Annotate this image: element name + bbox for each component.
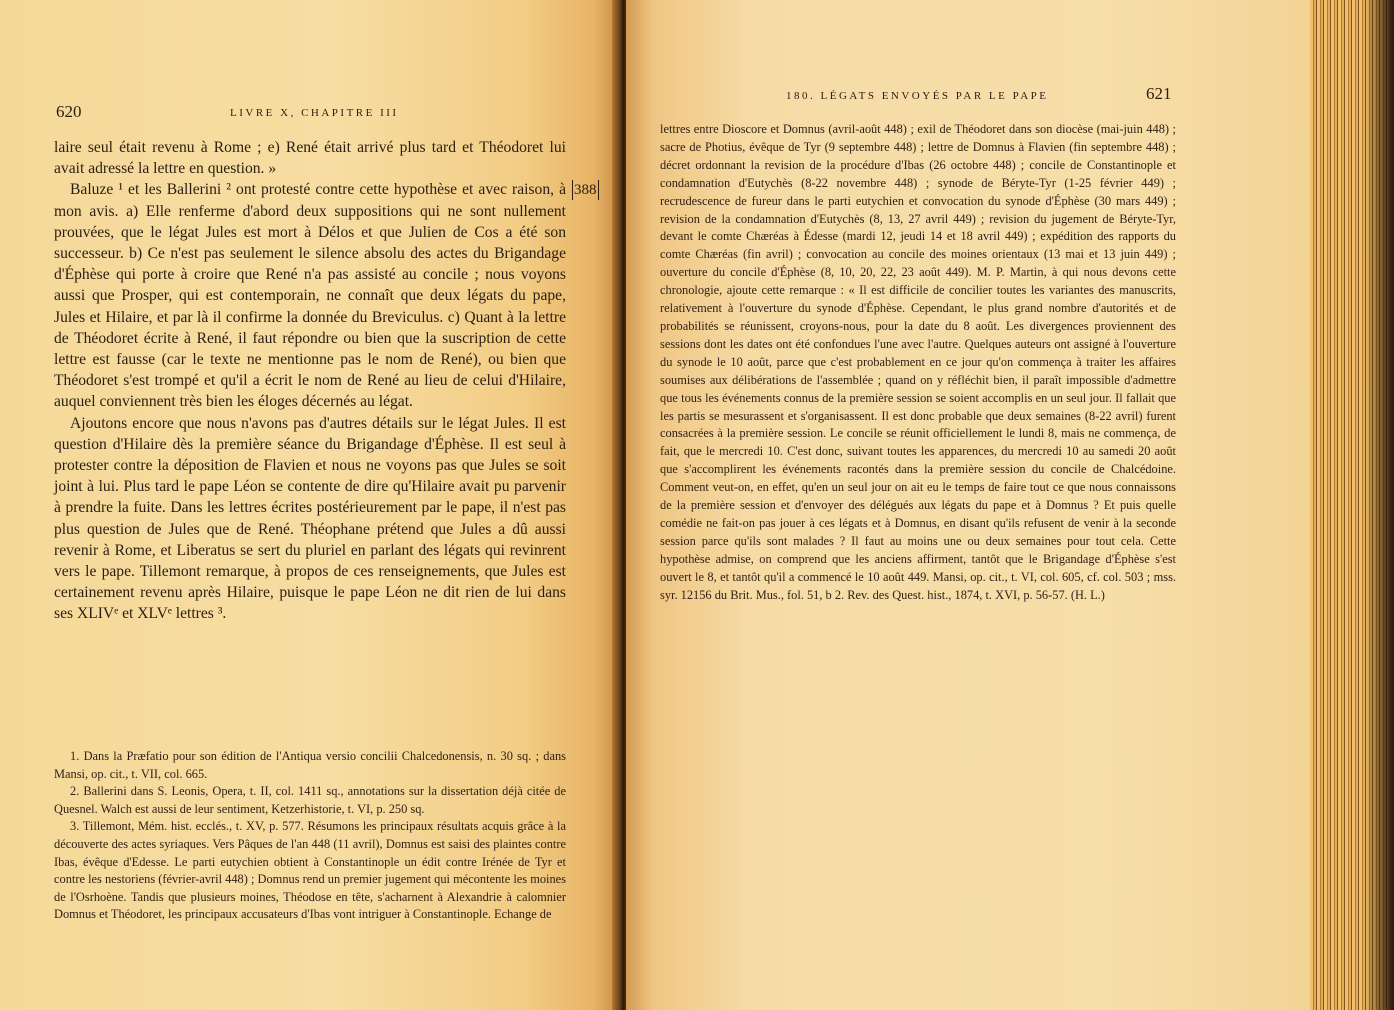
right-running-head: 180. LÉGATS ENVOYÉS PAR LE PAPE xyxy=(786,90,1049,102)
footnote-continuation: lettres entre Dioscore et Domnus (avril-août 448) ; exil de Théodoret dans son diocèse (mai-juin 448) ; sacre de Photius, évêque de Tyr (9 septembre 448) ; lettre de Domnus à Flavien (fin septembre 448) ; décret ordonnant la revision de la procédure d'Ibas (26 octobre 448) ; concile de Constantinople et condamnation d'Eutychès (8-22 novembre 448) ; synode de Béryte-Tyr (1-25 février 449) ; recrudescence de fureur dans le parti eutychien et convocation du synode d'Éphèse (30 mars 449) ; revision de la condamnation d'Eutychès (8, 13, 27 avril 449) ; revision du jugement de Béryte-Tyr, devant le comte Chæréas à Édesse (mardi 12, jeudi 14 et 18 avril 449) ; expédition des rapports du comte Chæréas (fin avril) ; convocation au concile des moines orientaux (13 mai et 13 juin 449) ; ouverture du concile d'Éphèse (8, 10, 20, 22, 23 août 449). M. P. Martin, à qui nous devons cette chronologie, ajoute cette remarque : « Il est difficile de concilier toutes les variantes des manuscrits, relativement à l'ouverture du synode d'Éphèse. Cependant, le plus grand nombre d'autorités et de probabilités se réunissent, croyons-nous, pour la date du 8 août. Les divergences proviennent des sessions dont les dates ont été confondues l'une avec l'autre. Quelques auteurs ont assigné à l'ouverture du synode le 10 août, parce que c'est probablement en ce jour qu'on commença à traiter les affaires soumises aux délibérations de l'assemblée ; quand on y réfléchit bien, il paraît impossible d'admettre que tous les événements connus de la première session se soient accomplis en un seul jour. Il fallait que les partis se mesurassent et s'organisassent. Il est donc probable que deux semaines (8-22 avril) furent consacrées à la première session. Le concile se réunit officiellement le lundi 8, mais ne commença, de fait, que le mercredi 10. C'est donc, suivant toutes les apparences, du mercredi 10 au samedi 20 août que s'accomplirent les événements racontés dans la première session du concile de Chalcédoine. Comment veut-on, en effet, qu'en un seul jour on ait eu le temps de faire tout ce que nous connaissons de la première session et d'envoyer des délégués aux légats du pape et à Domnus ? Et puis quelle comédie ne fait-on pas jouer à ces légats et à Domnus, en disant qu'ils refusent de venir à la seconde session parce qu'ils sont malades ? Il faut au moins une ou deux semaines pour tout cela. Cette hypothèse admise, on comprend que les anciens affirment, tantôt que le Brigandage d'Éphèse s'est ouvert le 8, et tantôt qu'il a commencé le 10 août 449. Mansi, op. cit., t. VI, col. 605, cf. col. 503 ; mss. syr. 12156 du Brit. Mus., fol. 51, b 2. Rev. des Quest. hist., 1874, t. XVI, p. 56-57. (H. L.) xyxy=(660,122,1176,602)
right-page xyxy=(626,0,1310,1010)
right-footnote-continuation xyxy=(660,121,1176,604)
footnote: 1. Dans la Præfatio pour son édition de l'Antiqua versio concilii Chalcedonensis, n. 30 sq. ; dans Mansi, op. cit., t. VII, col. 665. xyxy=(54,749,566,781)
left-running-head: LIVRE X, CHAPITRE III xyxy=(230,107,399,119)
footnote: 3. Tillemont, Mém. hist. ecclés., t. XV, p. 577. Résumons les principaux résultats acquis grâce à la découverte des actes syriaques. Vers Pâques de l'an 448 (11 avril), Domnus est saisi des plaintes contre Ibas, évêque d'Edesse. Le parti eutychien obtient à Constantinople un édit contre Irénée de Tyr et contre les nestoriens (février-avril 448) ; Domnus rend un premier jugement qui mécontente les moines de l'Osrhoène. Tandis que plusieurs moines, Théodose en tête, s'acharnent à Alexandrie à calomnier Domnus et Théodoret, les principaux accusateurs d'Ibas vont intriguer à Constantinople. Echange de xyxy=(54,819,566,922)
left-footnotes xyxy=(54,748,566,924)
footnote: 2. Ballerini dans S. Leonis, Opera, t. II, col. 1411 sq., annotations sur la dissertation déjà citée de Quesnel. Walch est aussi de leur sentiment, Ketzerhistorie, t. VI, p. 250 sq. xyxy=(54,784,566,816)
page-edges xyxy=(1310,0,1394,1010)
left-page-header xyxy=(56,102,568,122)
paragraph: laire seul était revenu à Rome ; e) René était arrivé plus tard et Théodoret lui avait adressé la lettre en question. » xyxy=(54,139,566,178)
left-body-text xyxy=(54,137,566,625)
right-page-number: 621 xyxy=(1146,84,1172,103)
margin-page-reference: 388 xyxy=(574,182,597,198)
left-page-number: 620 xyxy=(56,102,82,121)
paragraph: Baluze ¹ et les Ballerini ² ont protesté contre cette hypothèse et avec raison, à mon avis. a) Elle renferme d'abord deux suppositions qui ne sont nullement prouvées, que le légat Jules est mort à Délos et que Julien de Cos a été son successeur. b) Ce n'est pas seulement le silence absolu des actes du Brigandage d'Éphèse qui porte à croire que René n'a pas assisté au concile ; nous voyons aussi que Prosper, qui est contemporain, ne connaît que deux légats du pape, Jules et Hilaire, et par là il confirme la donnée du Breviculus. c) Quant à la lettre de Théodoret écrite à René, il faut répondre ou bien que la suscription de cette lettre est fausse (car le texte ne mentionne pas le nom de René), ou bien que Théodoret s'est trompé et qu'il a écrit le nom de René au lieu de celui d'Hilaire, auquel conviennent très bien les éloges décernés au légat. xyxy=(54,181,566,411)
left-page xyxy=(0,0,618,1010)
paragraph: Ajoutons encore que nous n'avons pas d'autres détails sur le légat Jules. Il est question d'Hilaire dès la première séance du Brigandage d'Éphèse. Il est seul à protester contre la déposition de Flavien et nous ne voyons pas que Jules se soit joint à lui. Plus tard le pape Léon se contente de dire qu'Hilaire avait pu parvenir à prendre la fuite. Dans les lettres écrites postérieurement par le pape, il n'est pas plus question de Jules que de René. Théophane prétend que Jules a dû aussi revenir à Rome, et Liberatus se sert du pluriel en parlant des légats qui revinrent vers le pape. Tillemont remarque, à propos de ces renseignements, que Jules est certainement revenu après Hilaire, puisque le pape Léon ne dit rien de lui dans ses XLIVᵉ et XLVᵉ lettres ³. xyxy=(54,414,566,623)
